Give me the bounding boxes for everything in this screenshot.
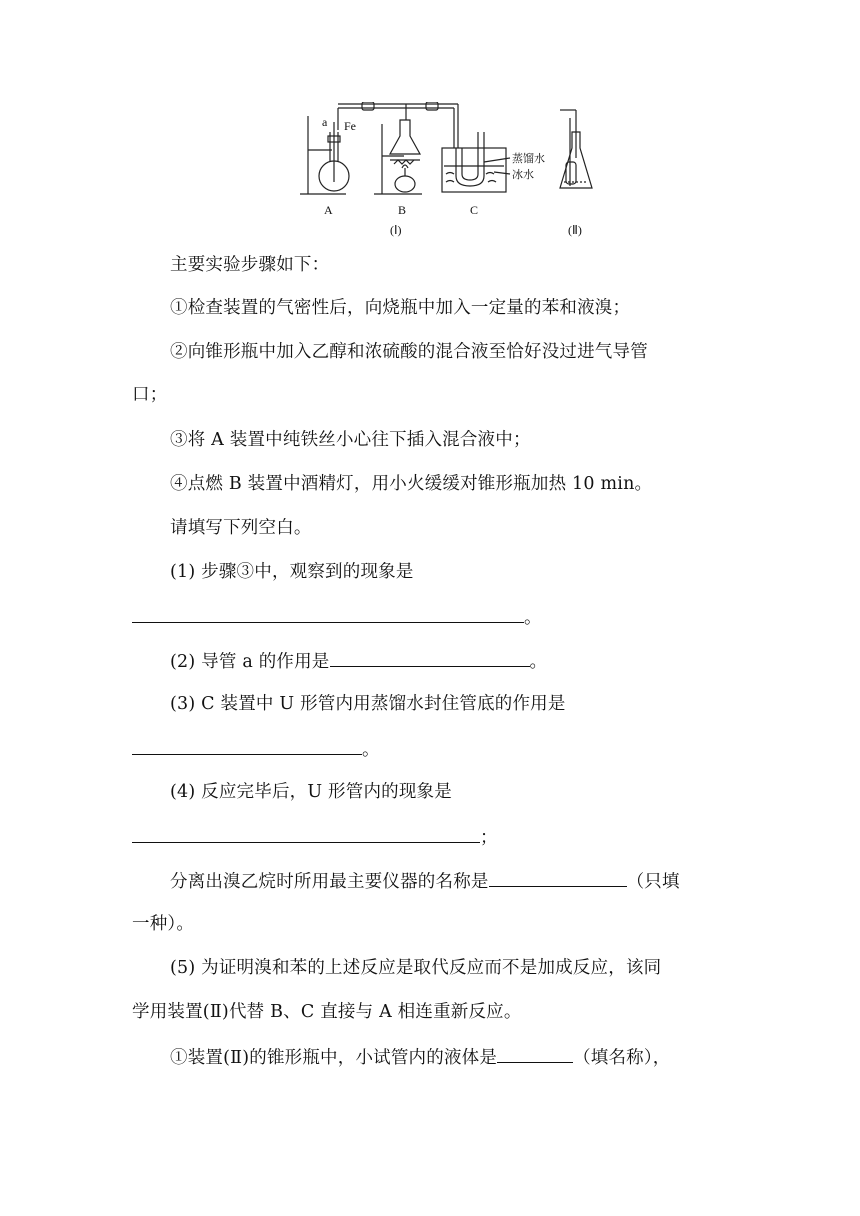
answer-2-end: 。 bbox=[529, 652, 548, 672]
question-1: (1) 步骤③中，观察到的现象是 bbox=[170, 562, 414, 582]
separation-question bbox=[170, 868, 680, 894]
apparatus-c bbox=[442, 104, 510, 192]
apparatus-diagram bbox=[294, 102, 614, 240]
fill-instruction: 请填写下列空白。 bbox=[170, 518, 312, 538]
label-A: A bbox=[324, 203, 333, 217]
separation-note: （只填 bbox=[626, 872, 680, 892]
label-a-tube: a bbox=[322, 115, 328, 129]
step-2-line-1: ②向锥形瓶中加入乙醇和浓硫酸的混合液至恰好没过进气导管 bbox=[170, 342, 648, 362]
question-2-text: (2) 导管 a 的作用是 bbox=[170, 652, 330, 672]
apparatus-ii bbox=[560, 110, 592, 188]
separation-note-end: 一种）。 bbox=[132, 914, 195, 934]
question-5-line-1: (5) 为证明溴和苯的上述反应是取代反应而不是加成反应，该同 bbox=[170, 958, 662, 978]
separation-text: 分离出溴乙烷时所用最主要仪器的名称是 bbox=[170, 872, 489, 892]
step-1: ①检查装置的气密性后，向烧瓶中加入一定量的苯和液溴； bbox=[170, 298, 631, 318]
answer-4-blank[interactable] bbox=[132, 824, 480, 843]
separation-blank[interactable] bbox=[489, 868, 627, 887]
question-5-sub-1 bbox=[170, 1044, 671, 1070]
label-C: C bbox=[470, 203, 479, 217]
question-3: (3) C 装置中 U 形管内用蒸馏水封住管底的作用是 bbox=[170, 694, 566, 714]
label-distilled-water: 蒸馏水 bbox=[512, 152, 545, 165]
label-setup-2: (Ⅱ) bbox=[568, 223, 582, 237]
answer-5-1-blank[interactable] bbox=[497, 1044, 573, 1063]
step-3: ③将 A 装置中纯铁丝小心往下插入混合液中； bbox=[170, 430, 531, 450]
answer-1-line bbox=[132, 604, 542, 630]
label-B: B bbox=[398, 203, 407, 217]
answer-3-blank[interactable] bbox=[132, 736, 362, 755]
answer-4-line bbox=[132, 824, 498, 850]
answer-4-end: ； bbox=[480, 828, 498, 848]
label-fe: Fe bbox=[344, 119, 356, 133]
apparatus-figure bbox=[294, 102, 614, 240]
apparatus-a bbox=[300, 104, 406, 194]
question-5-line-2: 学用装置(Ⅱ)代替 B、C 直接与 A 相连重新反应。 bbox=[132, 1002, 522, 1022]
question-2 bbox=[170, 648, 547, 674]
intro-line: 主要实验步骤如下： bbox=[170, 255, 330, 275]
answer-3-line bbox=[132, 736, 380, 762]
step-4: ④点燃 B 装置中酒精灯，用小火缓缓对锥形瓶加热 10 min。 bbox=[170, 474, 653, 494]
step-2-line-2: 口； bbox=[132, 385, 168, 405]
label-ice-water: 冰水 bbox=[512, 168, 534, 181]
apparatus-b bbox=[374, 104, 458, 194]
answer-3-end: 。 bbox=[362, 740, 380, 760]
question-4: (4) 反应完毕后，U 形管内的现象是 bbox=[170, 782, 452, 802]
answer-1-blank[interactable] bbox=[132, 604, 524, 623]
answer-5-1-end: （填名称）， bbox=[573, 1048, 671, 1068]
answer-2-blank[interactable] bbox=[330, 648, 530, 667]
question-5-sub-1-text: ①装置(Ⅱ)的锥形瓶中，小试管内的液体是 bbox=[170, 1048, 498, 1068]
answer-1-end: 。 bbox=[524, 608, 542, 628]
label-setup-1: (Ⅰ) bbox=[390, 223, 402, 237]
